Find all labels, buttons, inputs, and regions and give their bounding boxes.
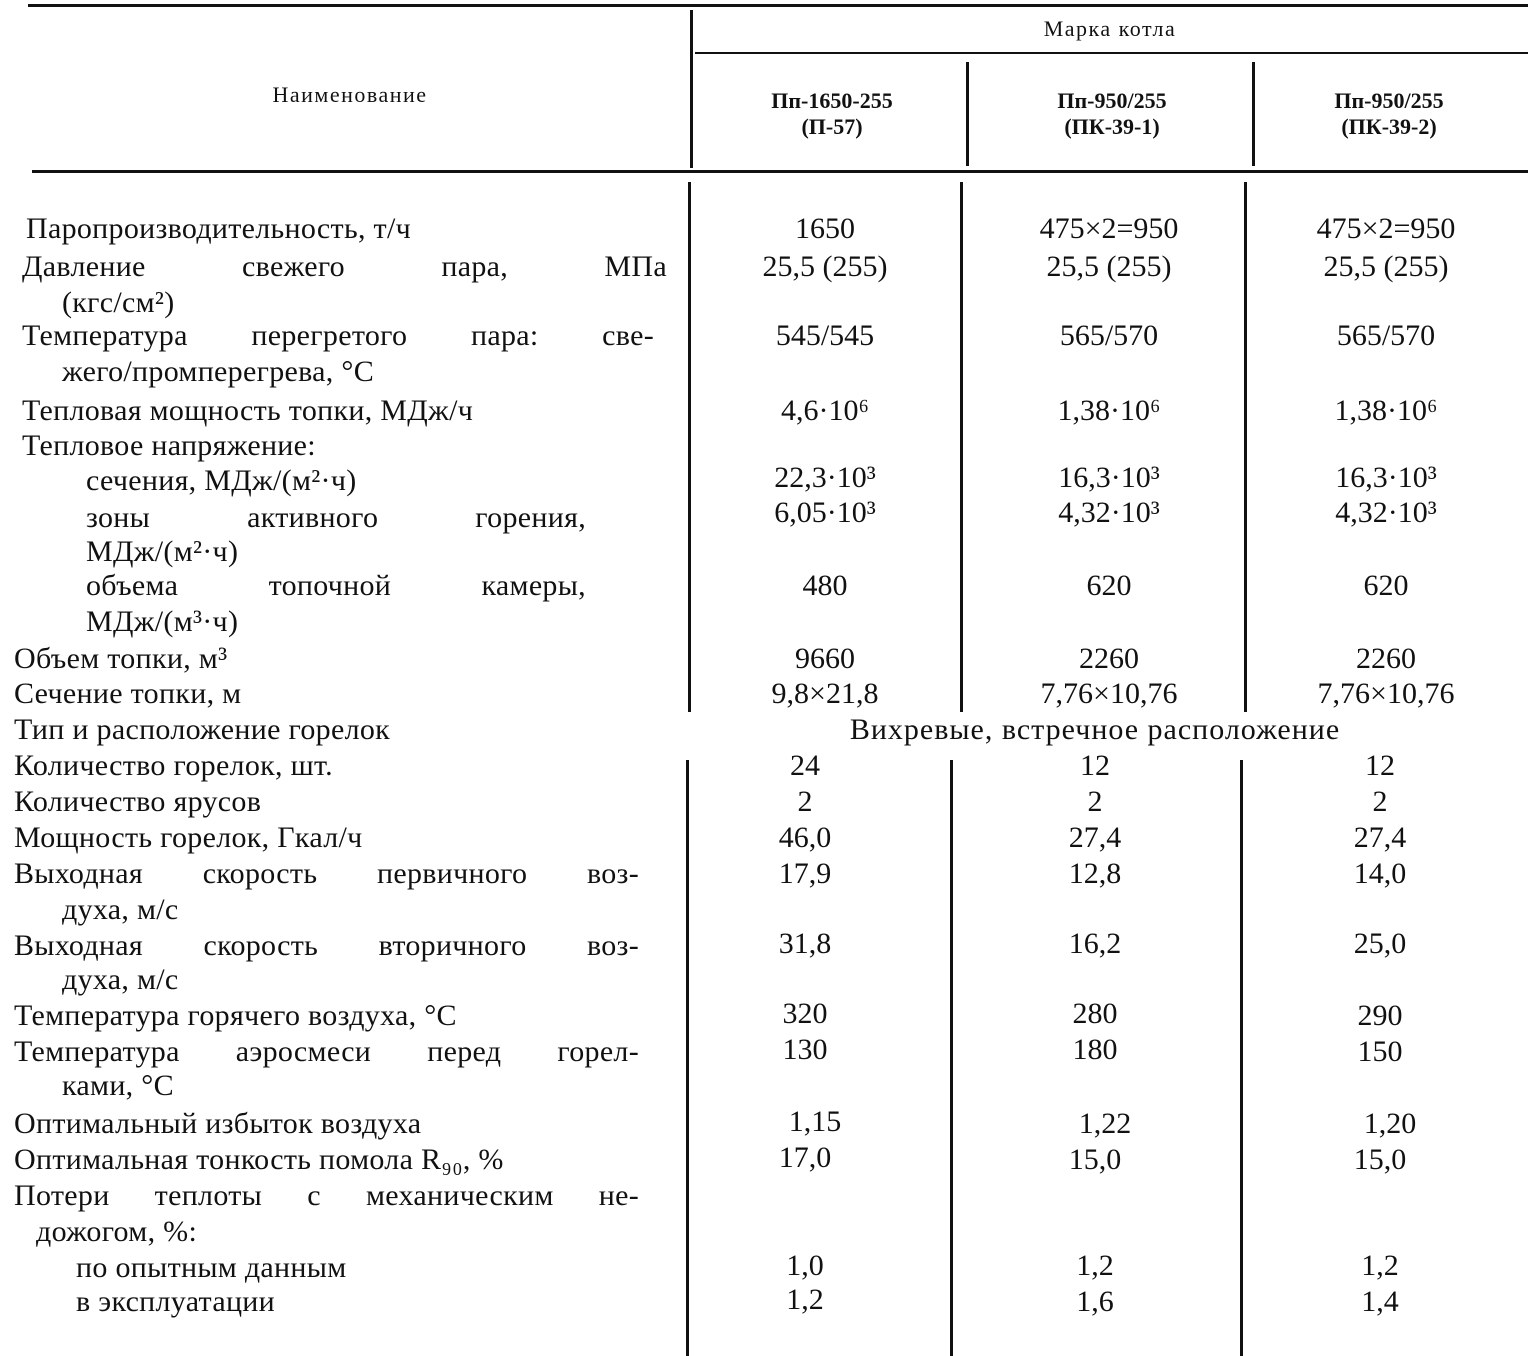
cell: 1,22 <box>1078 1107 1132 1140</box>
cell: 6,05·10³ <box>774 496 876 529</box>
row-name: Давление свежего пара, МПа <box>22 250 667 283</box>
boiler-header-2 <box>972 88 1252 140</box>
row-name: Оптимальная тонкость помола R₉₀, % <box>14 1143 504 1176</box>
group-header-rule <box>695 52 1528 54</box>
cell: 1,0 <box>786 1249 824 1282</box>
cell: 475×2=950 <box>1039 212 1179 245</box>
boiler-code: (ПК-39-2) <box>1341 114 1437 139</box>
cell: 9660 <box>795 642 855 675</box>
row-name-cont: МДж/(м²·ч) <box>86 535 239 568</box>
row-name-cont: дожогом, %: <box>36 1215 198 1248</box>
body-divider-2a <box>960 182 963 712</box>
cell: 565/570 <box>1336 319 1436 352</box>
row-name: зоны активного горения, <box>86 501 586 534</box>
cell: 17,9 <box>778 857 832 890</box>
boiler-code: (ПК-39-1) <box>1064 114 1160 139</box>
cell: 320 <box>782 997 828 1030</box>
row-name: сечения, МДж/(м²·ч) <box>86 464 357 497</box>
cell: 545/545 <box>775 319 875 352</box>
cell: 1,38·10⁶ <box>1057 394 1161 427</box>
span-cell: Вихревые, встречное расположение <box>849 713 1341 746</box>
row-name-cont: (кгс/см²) <box>62 286 175 319</box>
cell: 16,3·10³ <box>1335 461 1437 494</box>
boiler-code: (П-57) <box>801 114 863 139</box>
cell: 2 <box>797 785 813 818</box>
cell: 1,2 <box>786 1283 824 1316</box>
cell: 1,2 <box>1076 1249 1114 1282</box>
boiler-model: Пп-950/255 <box>1057 88 1167 113</box>
cell: 9,8×21,8 <box>771 677 879 710</box>
cell: 620 <box>1086 569 1132 602</box>
cell: 280 <box>1072 997 1118 1030</box>
cell: 12 <box>1365 749 1395 782</box>
cell: 24 <box>790 749 820 782</box>
row-name: Тепловое напряжение: <box>22 429 316 462</box>
cell: 4,6·10⁶ <box>781 394 869 427</box>
cell: 130 <box>782 1033 828 1066</box>
cell: 15,0 <box>1068 1143 1122 1176</box>
cell: 4,32·10³ <box>1058 496 1160 529</box>
boiler-header-1 <box>700 88 964 140</box>
row-name-cont: духа, м/с <box>62 893 179 926</box>
cell: 150 <box>1357 1035 1403 1068</box>
cell: 14,0 <box>1353 857 1407 890</box>
row-name: объема топочной камеры, <box>86 569 586 602</box>
cell: 25,5 (255) <box>1046 250 1172 283</box>
cell: 1,15 <box>788 1105 842 1138</box>
row-name: Потери теплоты с механическим не- <box>14 1179 639 1212</box>
row-name: Тип и расположение горелок <box>14 713 391 746</box>
header-bottom-rule <box>32 170 1528 173</box>
cell: 12,8 <box>1068 857 1122 890</box>
cell: 1,6 <box>1076 1285 1114 1318</box>
body-divider-3b <box>1240 760 1243 1356</box>
boiler-model: Пп-950/255 <box>1334 88 1444 113</box>
cell: 15,0 <box>1353 1143 1407 1176</box>
cell: 565/570 <box>1059 319 1159 352</box>
cell: 16,2 <box>1068 927 1122 960</box>
cell: 25,0 <box>1353 927 1407 960</box>
cell: 46,0 <box>778 821 832 854</box>
row-name: Выходная скорость вторичного воз- <box>14 929 639 962</box>
row-name: Мощность горелок, Гкал/ч <box>14 821 363 854</box>
cell: 290 <box>1357 999 1403 1032</box>
header-divider-3 <box>1252 62 1255 166</box>
row-name: Температура горячего воздуха, °С <box>14 999 457 1032</box>
row-name: Объем топки, м³ <box>14 642 228 675</box>
name-column-header: Наименование <box>272 82 428 107</box>
body-divider-3a <box>1244 182 1247 712</box>
row-name: Тепловая мощность топки, МДж/ч <box>22 394 474 427</box>
row-name: Температура аэросмеси перед горел- <box>14 1035 639 1068</box>
boiler-model: Пп-1650-255 <box>771 88 893 113</box>
cell: 1,20 <box>1363 1107 1417 1140</box>
top-rule <box>28 4 1528 7</box>
row-name: по опытным данным <box>76 1251 347 1284</box>
cell: 7,76×10,76 <box>1040 677 1178 710</box>
row-name: Оптимальный избыток воздуха <box>14 1107 422 1140</box>
cell: 1650 <box>795 212 855 245</box>
row-name: в эксплуатации <box>76 1285 276 1318</box>
row-name: Температура перегретого пара: све- <box>22 319 654 352</box>
header-divider-1 <box>690 10 693 168</box>
cell: 25,5 (255) <box>1323 250 1449 283</box>
cell: 475×2=950 <box>1316 212 1456 245</box>
cell: 620 <box>1363 569 1409 602</box>
cell: 1,4 <box>1361 1285 1399 1318</box>
row-name: Количество горелок, шт. <box>14 749 333 782</box>
row-name-cont: ками, °С <box>62 1069 174 1102</box>
cell: 1,38·10⁶ <box>1334 394 1438 427</box>
cell: 27,4 <box>1068 821 1122 854</box>
row-name: Количество ярусов <box>14 785 262 818</box>
boiler-header-3 <box>1258 88 1520 140</box>
cell: 180 <box>1072 1033 1118 1066</box>
cell: 480 <box>802 569 848 602</box>
row-name: Паропроизводительность, т/ч <box>26 212 411 245</box>
cell: 4,32·10³ <box>1335 496 1437 529</box>
cell: 31,8 <box>778 927 832 960</box>
header-divider-2 <box>966 62 969 166</box>
cell: 1,2 <box>1361 1249 1399 1282</box>
row-name: Сечение топки, м <box>14 677 242 710</box>
cell: 2260 <box>1356 642 1416 675</box>
row-name-cont: жего/промперегрева, °С <box>62 355 375 388</box>
cell: 2 <box>1372 785 1388 818</box>
cell: 17,0 <box>778 1141 832 1174</box>
cell: 25,5 (255) <box>762 250 888 283</box>
cell: 12 <box>1080 749 1110 782</box>
cell: 27,4 <box>1353 821 1407 854</box>
cell: 22,3·10³ <box>774 461 876 494</box>
cell: 2260 <box>1079 642 1139 675</box>
boiler-group-header: Марка котла <box>1043 16 1177 41</box>
cell: 16,3·10³ <box>1058 461 1160 494</box>
cell: 2 <box>1087 785 1103 818</box>
row-name-cont: МДж/(м³·ч) <box>86 605 239 638</box>
body-divider-2b <box>950 760 953 1356</box>
row-name: Выходная скорость первичного воз- <box>14 857 639 890</box>
cell: 7,76×10,76 <box>1317 677 1455 710</box>
row-name-cont: духа, м/с <box>62 963 179 996</box>
